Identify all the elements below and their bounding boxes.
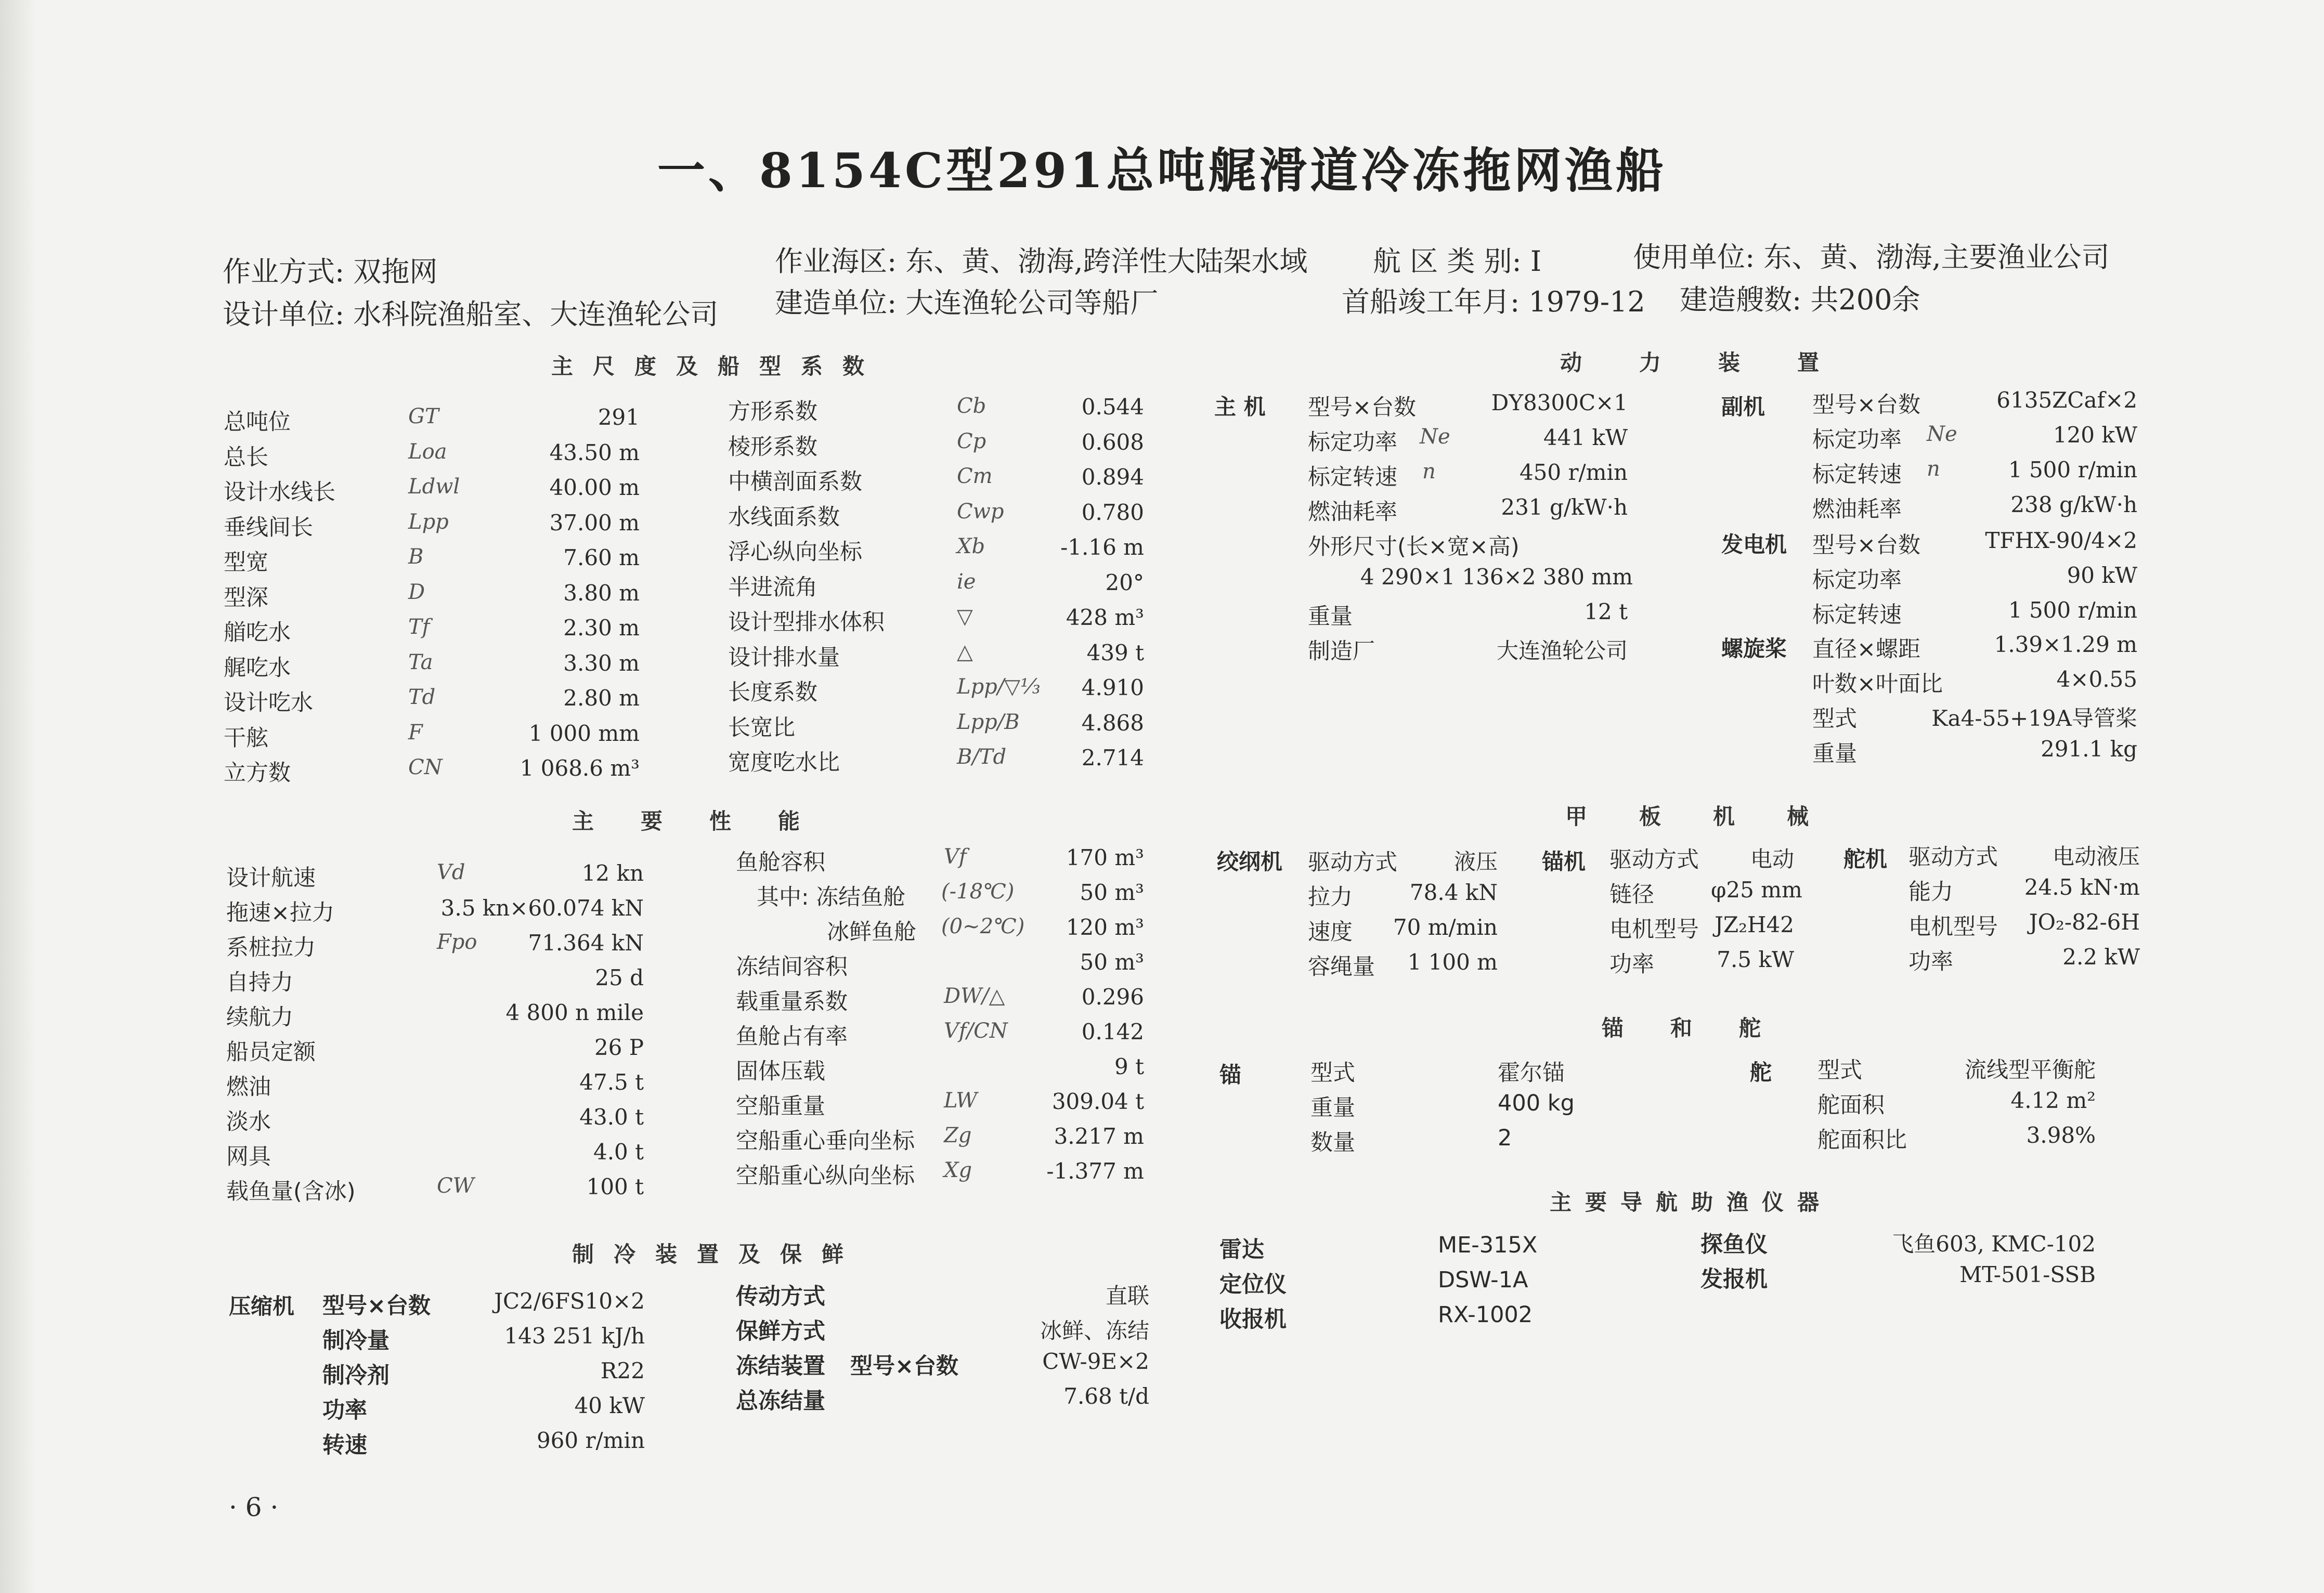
generator-value: TFHX-90/4×2 [1985,528,2137,553]
coef-symbol: Xb [957,534,985,558]
anchor-winch-group-label: 锚机 [1542,849,1586,874]
performance-symbol: DW/△ [944,984,1005,1008]
dim-label: 设计吃水 [224,690,313,716]
performance-label: 冻结间容积 [736,954,848,980]
steering-value: 2.2 kW [2062,944,2140,970]
performance-label: 载鱼量(含冰) [226,1179,356,1205]
generator-value: 1 500 r/min [2008,597,2137,623]
build-count-label: 建造艘数: [1680,283,1802,316]
coef-symbol: Cb [957,394,986,418]
work-area [775,239,1308,279]
section-title-deck: 甲板机械 [1565,804,1861,829]
coef-label: 中横剖面系数 [728,469,862,495]
nav-instrument-label: 收报机 [1219,1307,1287,1333]
compressor-label: 转速 [322,1432,367,1458]
main-engine-label: 型号×台数 [1308,395,1417,421]
performance-symbol: (0~2℃) [941,915,1025,938]
performance-value: 4.0 t [593,1139,644,1165]
performance-label: 系桩拉力 [226,935,316,961]
main-engine-value: 441 kW [1543,425,1628,450]
performance-symbol: Fpo [437,930,477,954]
performance-symbol: Vf [944,845,967,869]
build-count [1680,278,1920,318]
coef-value: 20° [1105,569,1144,595]
main-engine-value: 大连渔轮公司 [1496,638,1628,663]
dim-label: 立方数 [224,760,291,786]
dim-value: 1 068.6 m³ [520,755,640,781]
performance-label: 鱼舱容积 [736,850,825,876]
main-engine-group-label: 主 机 [1214,394,1266,420]
main-engine-label: 重量 [1308,604,1353,630]
dim-label: 干舷 [224,725,268,751]
dim-symbol: B [408,545,424,569]
rudder-label: 舵面积比 [1817,1127,1907,1153]
refrigeration-label: 冻结装置 [736,1353,825,1379]
dim-value: 1 000 mm [528,720,640,746]
user-unit [1633,235,2110,275]
section-title-anchor-rudder: 锚和舵 [1602,1015,1808,1041]
aux-engine-value: 6135ZCaf×2 [1996,387,2137,413]
dim-label: 型宽 [224,550,268,576]
propeller-label: 叶数×叶面比 [1812,671,1943,697]
performance-label: 自持力 [226,970,293,996]
steering-group-label: 舵机 [1843,846,1888,872]
builder-unit-value: 大连渔轮公司等船厂 [905,286,1159,319]
coef-label: 设计排水量 [728,644,840,671]
nav-instrument-label: 探鱼仪 [1700,1232,1768,1258]
winch-label: 驱动方式 [1308,850,1397,876]
coef-value: 4.868 [1081,710,1144,736]
navigation-zone [1373,239,1541,279]
performance-value: 170 m³ [1066,845,1144,870]
dim-value: 2.30 m [563,615,640,641]
nav-instrument-label: 雷达 [1219,1237,1264,1263]
generator-value: 90 kW [2067,563,2137,588]
generator-label: 型号×台数 [1812,532,1921,558]
steering-label: 功率 [1908,949,1953,975]
navigation-zone-label: 航 区 类 别: [1373,245,1522,278]
aux-engine-group-label: 副机 [1721,394,1765,420]
work-mode [223,250,437,290]
performance-label: 网具 [226,1144,271,1170]
coef-label: 设计型排水体积 [728,609,885,635]
main-engine-label: 制造厂 [1308,638,1375,664]
propeller-value: 291.1 kg [2041,736,2137,762]
dim-label: 总长 [224,444,268,471]
generator-label: 标定功率 [1812,567,1902,593]
dim-symbol: Lpp [408,510,449,534]
coef-symbol: ie [957,569,976,594]
section-title-dims: 主尺度及船型系数 [551,354,885,379]
coef-label: 长宽比 [728,714,795,741]
performance-value: 120 m³ [1066,915,1144,940]
performance-value: 50 m³ [1080,880,1144,905]
compressor-value: 40 kW [574,1393,645,1418]
anchor-value: 400 kg [1498,1090,1575,1116]
steering-value: JO₂-82-6H [2029,909,2140,935]
compressor-group-label: 压缩机 [229,1294,295,1319]
coef-symbol: B/Td [957,745,1007,769]
performance-label: 拖速×拉力 [226,900,335,926]
main-engine-value: 12 t [1584,599,1628,624]
performance-label: 空船重心纵向坐标 [736,1163,915,1189]
dim-symbol: Ta [408,650,433,674]
user-unit-label: 使用单位: [1633,241,1755,273]
page-number: · 6 · [229,1492,279,1522]
aux-engine-label: 型号×台数 [1812,392,1921,418]
work-area-value: 东、黄、渤海,跨洋性大陆架水域 [905,245,1308,278]
rudder-label: 舵面积 [1817,1092,1885,1118]
winch-value: 液压 [1453,849,1498,874]
nav-instrument-label: 发报机 [1700,1266,1768,1292]
propeller-value: 4×0.55 [2056,667,2137,692]
performance-label: 船员定额 [226,1039,316,1065]
performance-label: 鱼舱占有率 [736,1024,848,1050]
performance-value: 309.04 t [1051,1089,1144,1114]
rudder-label: 型式 [1817,1057,1862,1083]
performance-value: 0.142 [1081,1019,1144,1044]
coef-label: 浮心纵向坐标 [728,539,862,565]
main-engine-label: 燃油耗率 [1308,499,1397,525]
coef-symbol: Cm [957,464,993,488]
performance-symbol: Xg [944,1158,972,1182]
compressor-label: 型号×台数 [322,1293,431,1319]
coef-label: 半进流角 [728,574,817,600]
main-engine-label: 标定转速 [1308,464,1397,490]
user-unit-value: 东、黄、渤海,主要渔业公司 [1763,241,2110,273]
coef-value: -1.16 m [1060,534,1144,560]
dim-symbol: D [408,580,425,604]
dim-label: 艉吃水 [224,655,291,681]
section-title-power: 动力装置 [1560,350,1877,375]
steering-label: 驱动方式 [1908,844,1998,870]
coef-value: 0.894 [1081,464,1144,490]
dim-value: 2.80 m [563,685,640,711]
aux-engine-value: 1 500 r/min [2008,457,2137,482]
coef-symbol: Cp [957,429,986,453]
performance-label: 淡水 [226,1109,271,1135]
aux-engine-label: 标定转速 [1812,462,1902,488]
performance-value: 26 P [594,1035,644,1060]
performance-symbol: LW [944,1089,978,1113]
performance-value: 47.5 t [579,1069,644,1095]
winch-value: 70 m/min [1393,915,1498,940]
propeller-value: 1.39×1.29 m [1994,632,2137,657]
winch-value: 1 100 m [1407,949,1498,975]
propeller-label: 型式 [1812,706,1857,732]
refrigeration-value: 7.68 t/d [1063,1383,1149,1409]
nav-instrument-label: 定位仪 [1219,1272,1287,1298]
main-engine-value: 4 290×1 136×2 380 mm [1360,564,1633,590]
steering-value: 电动液压 [2052,844,2140,869]
coef-label: 棱形系数 [728,434,817,460]
nav-instrument-value: DSW-1A [1438,1267,1528,1293]
dim-value: 3.80 m [563,580,640,606]
dim-label: 设计水线长 [224,479,335,505]
section-title-navigation: 主要导航助渔仪器 [1550,1190,1833,1215]
page-edge-shadow [0,0,36,1593]
performance-label: 固体压载 [736,1059,825,1085]
winch-label: 拉力 [1308,884,1353,910]
dim-value: 40.00 m [549,475,640,500]
generator-label: 标定转速 [1812,602,1902,628]
aux-engine-label: 燃油耗率 [1812,497,1902,523]
main-engine-value: DY8300C×1 [1491,390,1628,415]
compressor-value: R22 [600,1358,645,1383]
anchor-winch-value: JZ₂H42 [1715,912,1794,937]
build-count-value: 共200余 [1810,283,1920,316]
performance-value: -1.377 m [1046,1158,1144,1184]
rudder-value: 流线型平衡舵 [1964,1057,2096,1082]
work-area-label: 作业海区: [775,245,897,278]
coef-symbol: Lpp/▽⅓ [957,675,1041,699]
performance-value: 25 d [595,965,644,990]
main-engine-value: 231 g/kW·h [1501,494,1628,520]
performance-symbol: Vd [437,860,465,884]
anchor-winch-value: 7.5 kW [1717,947,1794,972]
anchor-winch-label: 链径 [1609,882,1654,908]
compressor-label: 制冷剂 [322,1363,390,1389]
refrigeration-value: 冰鲜、冻结 [1040,1318,1149,1343]
performance-value: 43.0 t [579,1104,644,1130]
completion-date-label: 首船竣工年月: [1342,285,1520,318]
compressor-value: JC2/6FS10×2 [494,1288,645,1314]
section-title-refrigeration: 制冷装置及保鲜 [572,1242,864,1267]
coef-symbol: Cwp [957,499,1004,524]
performance-value: 3.217 m [1054,1124,1144,1149]
generator-group-label: 发电机 [1721,532,1787,557]
dim-value: 291 [598,404,640,430]
coef-value: 428 m³ [1066,605,1144,630]
coef-value: 0.608 [1081,429,1144,455]
navigation-zone-value: Ⅰ [1530,245,1542,278]
propeller-label: 重量 [1812,741,1857,767]
winch-group-label: 绞纲机 [1217,849,1283,874]
dim-symbol: CN [408,755,443,779]
performance-label: 燃油 [226,1074,271,1100]
builder-unit [775,281,1158,321]
anchor-winch-value: φ25 mm [1711,877,1802,903]
work-mode-label: 作业方式: [223,255,345,288]
aux-engine-symbol: Ne [1927,422,1957,446]
performance-symbol: Vf/CN [944,1019,1008,1043]
aux-engine-value: 238 g/kW·h [2010,492,2137,517]
aux-engine-symbol: n [1927,457,1940,481]
design-unit [223,292,718,332]
anchor-winch-label: 功率 [1609,951,1654,977]
dim-label: 垂线间长 [224,514,313,541]
performance-value: 50 m³ [1080,949,1144,975]
coef-value: 2.714 [1081,745,1144,771]
refrigeration-value: 直联 [1105,1283,1149,1309]
dim-symbol: GT [408,404,439,428]
nav-instrument-value: RX-1002 [1438,1302,1533,1328]
rudder-value: 3.98% [2026,1122,2096,1148]
performance-value: 9 t [1114,1054,1144,1079]
coef-label: 宽度吃水比 [728,750,840,776]
dim-value: 3.30 m [563,650,640,676]
propeller-group-label: 螺旋桨 [1721,636,1787,661]
coef-value: 4.910 [1081,675,1144,700]
rudder-group-label: 舵 [1750,1060,1772,1085]
dim-symbol: Td [408,685,436,709]
rudder-value: 4.12 m² [2010,1088,2096,1113]
anchor-winch-value: 电动 [1750,846,1794,872]
completion-date [1342,280,1645,320]
winch-label: 容绳量 [1308,954,1375,980]
main-engine-label: 外形尺寸(长×宽×高) [1308,534,1520,560]
refrigeration-label: 传动方式 [736,1284,825,1310]
performance-symbol: Zg [944,1124,972,1147]
dim-symbol: Ldwl [408,475,460,499]
dim-label: 型深 [224,584,268,611]
anchor-label: 重量 [1310,1095,1355,1121]
performance-symbol: (-18℃) [941,880,1015,904]
dim-label: 艏吃水 [224,620,291,646]
anchor-winch-label: 驱动方式 [1609,847,1699,873]
refrigeration-value: CW-9E×2 [1042,1349,1149,1374]
performance-label: 其中: 冻结鱼舱 [757,884,906,910]
compressor-label: 功率 [322,1398,367,1424]
refrigeration-label: 保鲜方式 [736,1318,825,1344]
performance-value: 100 t [586,1174,644,1199]
coef-symbol: ▽ [957,605,973,629]
compressor-value: 960 r/min [536,1428,645,1453]
steering-label: 能力 [1908,879,1953,905]
dim-symbol: F [408,720,423,745]
propeller-label: 直径×螺距 [1812,636,1921,662]
steering-value: 24.5 kN·m [2024,874,2140,900]
performance-label: 冰鲜鱼舱 [827,919,916,945]
coef-value: 439 t [1086,639,1144,665]
propeller-value: Ka4-55+19A导管桨 [1931,706,2137,731]
nav-instrument-value: MT-501-SSB [1959,1262,2096,1287]
dim-label: 总吨位 [224,409,291,435]
dim-symbol: Loa [408,439,447,464]
dim-value: 37.00 m [549,510,640,536]
design-unit-value: 水科院渔船室、大连渔轮公司 [353,298,719,331]
performance-label: 设计航速 [226,865,316,891]
performance-label: 续航力 [226,1004,293,1030]
performance-value: 12 kn [581,860,644,886]
compressor-label: 制冷量 [322,1328,390,1354]
main-engine-value: 450 r/min [1519,460,1628,485]
coef-label: 方形系数 [728,399,817,425]
work-mode-value: 双拖网 [353,255,438,288]
performance-value: 4 800 n mile [505,1000,644,1025]
winch-label: 速度 [1308,919,1353,945]
steering-label: 电机型号 [1908,914,1998,940]
coef-symbol: △ [957,639,973,664]
performance-symbol: CW [437,1174,474,1198]
compressor-value: 143 251 kJ/h [504,1323,645,1349]
dim-value: 43.50 m [549,439,640,465]
anchor-label: 数量 [1310,1130,1355,1156]
anchor-group-label: 锚 [1219,1062,1242,1088]
main-engine-symbol: Ne [1420,425,1450,449]
performance-label: 载重量系数 [736,989,848,1015]
anchor-label: 型式 [1310,1060,1355,1086]
coef-value: 0.544 [1081,394,1144,420]
coef-label: 长度系数 [728,680,817,706]
aux-engine-label: 标定功率 [1812,427,1902,453]
page-title: 一、8154C型291总吨艉滑道冷冻拖网渔船 [657,142,1667,199]
winch-value: 78.4 kN [1409,880,1498,905]
anchor-value: 2 [1498,1125,1512,1151]
performance-value: 3.5 kn×60.074 kN [440,895,644,921]
section-title-performance: 主要性能 [572,808,847,834]
main-engine-label: 标定功率 [1308,429,1397,455]
performance-value: 0.296 [1081,984,1144,1010]
dim-value: 7.60 m [563,545,640,570]
coef-label: 水线面系数 [728,504,840,530]
performance-value: 71.364 kN [528,930,644,956]
refrigeration-label: 总冻结量 [736,1388,825,1414]
anchor-value: 霍尔锚 [1498,1060,1565,1086]
anchor-winch-label: 电机型号 [1609,917,1699,943]
coef-symbol: Lpp/B [957,710,1020,734]
nav-instrument-value: ME-315X [1438,1232,1538,1258]
refrigeration-sublabel: 型号×台数 [850,1353,959,1379]
performance-label: 空船重量 [736,1093,825,1119]
aux-engine-value: 120 kW [2053,422,2137,448]
coef-value: 0.780 [1081,499,1144,525]
dim-symbol: Tf [408,615,430,639]
builder-unit-label: 建造单位: [775,286,897,319]
nav-instrument-value: 飞鱼603, KMC-102 [1892,1231,2096,1257]
main-engine-symbol: n [1422,460,1436,484]
design-unit-label: 设计单位: [223,298,345,331]
completion-date-value: 1979-12 [1528,285,1645,318]
performance-label: 空船重心垂向坐标 [736,1128,915,1154]
